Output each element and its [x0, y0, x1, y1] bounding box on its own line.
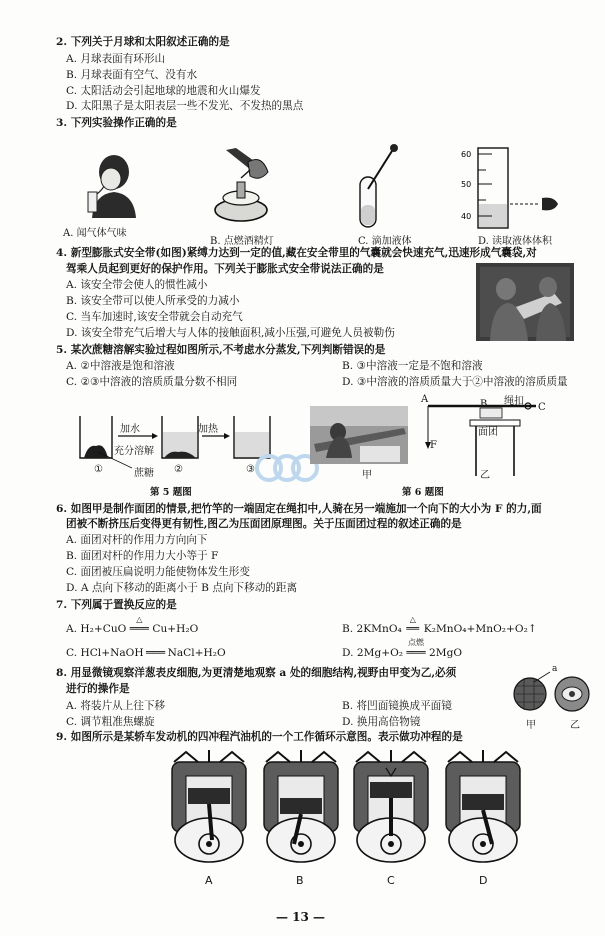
- tick-60: 60: [461, 150, 472, 159]
- q8-label-a: a: [552, 664, 558, 674]
- q2-option-a[interactable]: A. 月球表面有环形山: [66, 53, 166, 65]
- q4-option-d[interactable]: D. 该安全带充气后增大与人体的接触面积,减小压强,可避免人员被勒伤: [66, 327, 395, 339]
- microscope-views-figure: [510, 670, 594, 714]
- q6-option-c[interactable]: C. 面团被压扁说明力能使物体发生形变: [66, 566, 250, 578]
- seatbelt-photo: [476, 263, 574, 341]
- q7-a-reactants: A. H₂+CuO: [66, 623, 127, 635]
- engine-stroke-a: [164, 748, 254, 866]
- q5-stem: 5. 某次蔗糖溶解实验过程如图所示,不考虑水分蒸发,下列判断错误的是: [56, 344, 386, 356]
- q7-c-equals: ═══: [146, 647, 166, 659]
- q6-option-a[interactable]: A. 面团对杆的作用力方向向下: [66, 534, 208, 546]
- q7-option-b[interactable]: [342, 615, 537, 636]
- q7-d-products: 2MgO: [429, 647, 463, 659]
- q3-option-b[interactable]: B. 点燃酒精灯: [210, 236, 274, 247]
- label-add-water: 加水: [120, 424, 140, 435]
- q7-stem: 7. 下列属于置换反应的是: [56, 599, 177, 611]
- q5-option-a[interactable]: A. ②中溶液是饱和溶液: [66, 360, 175, 372]
- q7-b-reactants: B. 2KMnO₄: [342, 623, 402, 635]
- q7-b-condition: △: [409, 615, 416, 624]
- q4-option-b[interactable]: B. 该安全带可以使人所承受的力减小: [66, 295, 240, 307]
- q8-option-a[interactable]: A. 将装片从上往下移: [66, 700, 166, 712]
- label-sucrose: 蔗糖: [134, 468, 154, 479]
- engine-stroke-d: [438, 748, 528, 866]
- label-beaker-3: ③: [246, 464, 255, 475]
- q4-option-a[interactable]: A. 该安全带会使人的惯性减小: [66, 279, 208, 291]
- q2-stem: 2. 下列关于月球和太阳叙述正确的是: [56, 36, 230, 48]
- q2-option-b[interactable]: B. 月球表面有空气、没有水: [66, 69, 198, 81]
- q6-caption: 第 6 题图: [402, 487, 444, 498]
- q8-stem-line1: 8. 用显微镜观察洋葱表皮细胞,为更清楚地观察 a 处的细胞结构,视野由甲变为乙,必须: [56, 667, 457, 679]
- tick-50: 50: [461, 180, 472, 189]
- label-beaker-1: ①: [94, 464, 103, 475]
- q6-stem-line1: 6. 如图甲是制作面团的情景,把竹竿的一端固定在绳扣中,人骑在另一端施加一个向下的大小为 F 的力,面: [56, 503, 542, 515]
- label-dissolve: 充分溶解: [114, 446, 154, 457]
- q7-d-condition: 点燃: [408, 638, 425, 647]
- engine-stroke-b: [256, 748, 346, 866]
- q7-a-arrow: △ ═══: [126, 622, 152, 636]
- q8-option-b[interactable]: B. 将凹面镜换成平面镜: [342, 700, 452, 712]
- dough-pressing-photo: [310, 406, 408, 464]
- q7-d-reactants: D. 2Mg+O₂: [342, 647, 404, 659]
- q8-option-d[interactable]: D. 换用高倍物镜: [342, 716, 421, 728]
- q7-option-d[interactable]: [342, 638, 463, 660]
- label-beaker-2: ②: [174, 464, 183, 475]
- engine-label-c[interactable]: C: [387, 874, 395, 887]
- q4-stem-line2: 驾乘人员起到更好的保护作用。下列关于膨胀式安全带说法正确的是: [66, 263, 384, 275]
- q8-label-yi: 乙: [570, 720, 580, 731]
- q6-point-a: A: [421, 394, 429, 405]
- q7-b-products: K₂MnO₄+MnO₂+O₂↑: [423, 623, 537, 635]
- graduated-cylinder-figure: [458, 146, 568, 232]
- q7-c-products: NaCl+H₂O: [167, 647, 226, 659]
- q5-option-d[interactable]: D. ③中溶液的溶质质量大于②中溶液的溶质质量: [342, 376, 568, 388]
- q3-option-c[interactable]: C. 滴加液体: [358, 236, 412, 247]
- engine-label-b[interactable]: B: [296, 874, 304, 887]
- engine-stroke-c: [346, 748, 436, 866]
- q6-point-b: B: [480, 399, 488, 410]
- q8-stem-line2: 进行的操作是: [66, 683, 130, 695]
- q6-label-yi: 乙: [480, 470, 490, 481]
- q4-option-c[interactable]: C. 当车加速时,该安全带就会自动充气: [66, 311, 243, 323]
- q6-label-knot: 绳扣: [504, 396, 524, 407]
- q6-option-b[interactable]: B. 面团对杆的作用力大小等于 F: [66, 550, 219, 562]
- alcohol-lamp-figure: [206, 148, 276, 224]
- q3-option-a[interactable]: A. 闻气体气味: [63, 228, 127, 239]
- q7-a-condition: △: [136, 615, 143, 624]
- q2-option-c[interactable]: C. 太阳活动会引起地球的地震和火山爆发: [66, 85, 261, 97]
- q6-point-c: C: [538, 402, 546, 413]
- page-number: — 13 —: [276, 910, 326, 924]
- q6-stem-line2: 团被不断挤压后变得更有韧性,图乙为压面团原理图。关于压面团过程的叙述正确的是: [66, 518, 462, 530]
- q8-option-c[interactable]: C. 调节粗准焦螺旋: [66, 716, 155, 728]
- smell-gas-figure: [74, 150, 144, 220]
- q7-c-reactants: C. HCl+NaOH: [66, 647, 144, 659]
- q6-option-d[interactable]: D. A 点向下移动的距离小于 B 点向下移动的距离: [66, 582, 298, 594]
- q3-option-d[interactable]: D. 读取液体体积: [478, 236, 553, 247]
- q9-stem: 9. 如图所示是某轿车发动机的四冲程汽油机的一个工作循环示意图。表示做功冲程的是: [56, 731, 463, 743]
- dropper-figure: [352, 143, 404, 233]
- engine-label-a[interactable]: A: [205, 874, 213, 887]
- q6-force-f: F: [430, 440, 437, 451]
- label-heat: 加热: [198, 424, 218, 435]
- q4-stem-line1: 4. 新型膨胀式安全带(如图)紧缚力达到一定的值,藏在安全带里的气囊就会快速充气,迅速形成气囊袋,对: [56, 247, 537, 259]
- q7-option-a[interactable]: [66, 615, 199, 636]
- q6-label-jia: 甲: [362, 470, 372, 481]
- q7-d-arrow: 点燃 ═══: [403, 646, 429, 660]
- q7-option-c[interactable]: [66, 646, 226, 660]
- engine-label-d[interactable]: D: [479, 874, 488, 887]
- tick-40: 40: [461, 212, 472, 221]
- q7-b-arrow: △ ══: [402, 622, 424, 636]
- q5-option-c[interactable]: C. ②③中溶液的溶质质量分数不相同: [66, 376, 238, 388]
- q3-stem: 3. 下列实验操作正确的是: [56, 117, 177, 129]
- q5-option-b[interactable]: B. ③中溶液一定是不饱和溶液: [342, 360, 483, 372]
- q2-option-d[interactable]: D. 太阳黑子是太阳表层一些不发光、不发热的黑点: [66, 100, 304, 112]
- q8-label-jia: 甲: [526, 720, 536, 731]
- q6-label-dough: 面团: [478, 427, 498, 438]
- q5-caption: 第 5 题图: [150, 487, 192, 498]
- q7-a-products: Cu+H₂O: [152, 623, 199, 635]
